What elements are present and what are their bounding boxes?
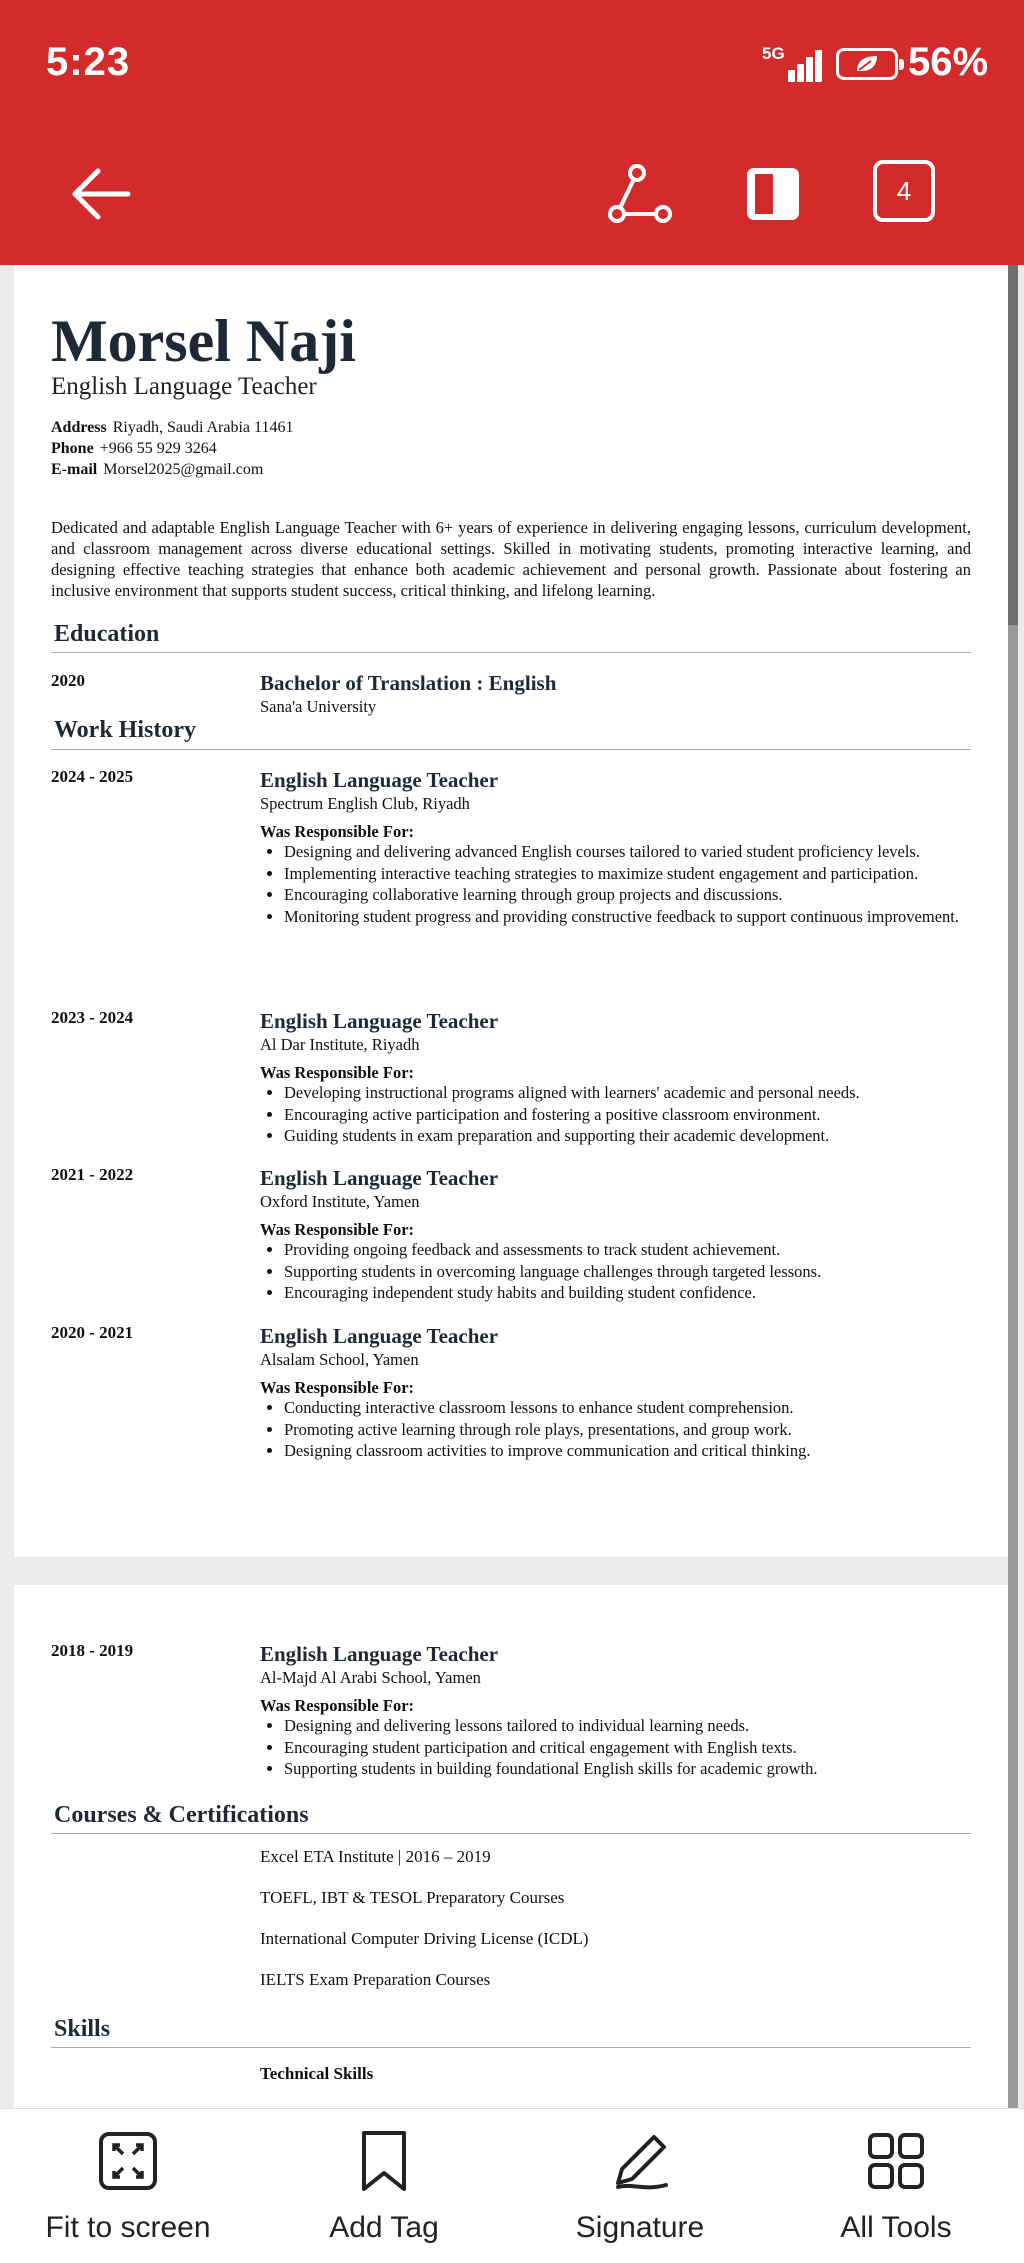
- list-item: • Conducting interactive classroom lessons to enhance student comprehension.: [284, 1397, 974, 1419]
- list-item: • Supporting students in overcoming language challenges through targeted lessons.: [284, 1261, 974, 1283]
- bottom-navigation: [0, 2108, 1024, 2263]
- email-label: E-mail: [51, 461, 98, 478]
- page-count-button[interactable]: 4: [873, 160, 935, 222]
- app-header: [0, 0, 1024, 265]
- add-tag-button[interactable]: [256, 2109, 512, 2263]
- contact-phone: [51, 440, 217, 458]
- course-item: International Computer Driving License (ICDL): [260, 1929, 589, 1948]
- share-icon: [605, 163, 675, 225]
- view-mode-button[interactable]: [733, 154, 813, 234]
- job-organization: Al Dar Institute, Riyadh: [260, 1035, 420, 1054]
- resume-title: English Language Teacher: [51, 373, 317, 400]
- courses-heading: Courses & Certifications: [54, 1802, 309, 1828]
- address-value: Riyadh, Saudi Arabia 11461: [112, 419, 294, 436]
- responsible-label: Was Responsible For:: [260, 1378, 415, 1397]
- job-bullets: [284, 1239, 974, 1304]
- list-item: • Encouraging active participation and fostering a positive classroom environment.: [284, 1104, 974, 1126]
- status-time: 5:23: [46, 40, 131, 84]
- education-year: 2020: [51, 671, 85, 690]
- job-role: English Language Teacher: [260, 1642, 499, 1666]
- section-divider: [51, 652, 971, 653]
- education-degree: Bachelor of Translation : English: [260, 671, 557, 695]
- responsible-label: Was Responsible For:: [260, 822, 415, 841]
- responsible-label: Was Responsible For:: [260, 1063, 415, 1082]
- job-dates: 2020 - 2021: [51, 1323, 134, 1342]
- list-item: • Developing instructional programs aligned with learners' academic and personal needs.: [284, 1082, 974, 1104]
- fit-to-screen-icon: [98, 2129, 158, 2193]
- job-dates: 2023 - 2024: [51, 1008, 134, 1027]
- job-organization: Spectrum English Club, Riyadh: [260, 794, 470, 813]
- cellular-signal-icon: [762, 42, 824, 82]
- battery-percent: 56%: [908, 40, 989, 84]
- list-item: • Implementing interactive teaching strategies to maximize student engagement and participation.: [284, 863, 974, 885]
- job-dates: 2024 - 2025: [51, 767, 134, 786]
- section-divider: [51, 2047, 971, 2048]
- education-school: Sana'a University: [260, 697, 377, 716]
- resume-name: Morsel Naji: [51, 308, 356, 374]
- list-item: • Designing and delivering advanced English courses tailored to varied student proficiency levels.: [284, 841, 974, 863]
- job-bullets: [284, 841, 974, 927]
- battery-icon: [836, 48, 898, 80]
- responsible-label: Was Responsible For:: [260, 1696, 415, 1715]
- job-organization: Al-Majd Al Arabi School, Yamen: [260, 1668, 481, 1687]
- list-item: • Monitoring student progress and providing constructive feedback to support continuous improvement.: [284, 906, 974, 928]
- list-item: • Guiding students in exam preparation and supporting their academic development.: [284, 1125, 974, 1147]
- document-page-1: [14, 265, 1008, 1557]
- grid-icon: [866, 2129, 926, 2193]
- nav-label: Signature: [575, 2211, 705, 2244]
- job-role: English Language Teacher: [260, 1009, 499, 1033]
- summary-paragraph: Dedicated and adaptable English Language Teacher with 6+ years of experience in delivering engaging lessons, curriculum development, and classroom management across diverse educational settings. Skilled in motivating students, promoting interactive learning, and designing effective teaching strategies that enhance both academic achievement and personal growth. Passionate about fostering an inclusive environment that supports student success, critical thinking, and lifelong learning.: [51, 518, 971, 600]
- phone-label: Phone: [51, 440, 94, 457]
- job-role: English Language Teacher: [260, 1324, 499, 1348]
- list-item: • Supporting students in building foundational English skills for academic growth.: [284, 1758, 974, 1780]
- education-heading: Education: [54, 621, 160, 647]
- job-dates: 2021 - 2022: [51, 1165, 134, 1184]
- toolbar: [0, 130, 1024, 265]
- document-page-2: [14, 1585, 1008, 2108]
- job-role: English Language Teacher: [260, 1166, 499, 1190]
- job-dates: 2018 - 2019: [51, 1641, 134, 1660]
- skills-heading: Skills: [54, 2016, 111, 2042]
- address-label: Address: [51, 419, 107, 436]
- contact-address: [51, 419, 293, 437]
- pen-icon: [610, 2129, 670, 2193]
- job-role: English Language Teacher: [260, 768, 499, 792]
- all-tools-button[interactable]: [768, 2109, 1024, 2263]
- course-item: TOEFL, IBT & TESOL Preparatory Courses: [260, 1888, 565, 1907]
- section-divider: [51, 1833, 971, 1834]
- view-mode-icon: [744, 165, 802, 223]
- job-bullets: [284, 1397, 974, 1462]
- signature-button[interactable]: [512, 2109, 768, 2263]
- status-bar: [0, 0, 1024, 130]
- nav-label: Add Tag: [329, 2211, 439, 2244]
- job-organization: Alsalam School, Yamen: [260, 1350, 419, 1369]
- scrollbar-thumb[interactable]: [1008, 265, 1018, 625]
- back-arrow-icon: [68, 166, 132, 222]
- bookmark-icon: [354, 2129, 414, 2193]
- nav-label: Fit to screen: [45, 2211, 211, 2244]
- list-item: • Encouraging independent study habits and building student confidence.: [284, 1282, 974, 1304]
- list-item: • Designing and delivering lessons tailored to individual learning needs.: [284, 1715, 974, 1737]
- list-item: • Designing classroom activities to improve communication and critical thinking.: [284, 1440, 974, 1462]
- section-divider: [51, 749, 971, 750]
- work-history-heading: Work History: [54, 717, 196, 743]
- phone-value: +966 55 929 3264: [99, 440, 217, 457]
- back-button[interactable]: [60, 154, 140, 234]
- job-bullets: [284, 1715, 974, 1780]
- job-bullets: [284, 1082, 974, 1147]
- course-item: Excel ETA Institute | 2016 – 2019: [260, 1847, 491, 1866]
- battery-saver-leaf-icon: [854, 54, 880, 74]
- nav-label: All Tools: [840, 2211, 952, 2244]
- list-item: • Encouraging student participation and critical engagement with English texts.: [284, 1737, 974, 1759]
- network-type: 5G: [762, 44, 785, 63]
- responsible-label: Was Responsible For:: [260, 1220, 415, 1239]
- email-value[interactable]: Morsel2025@gmail.com: [103, 461, 264, 478]
- list-item: • Promoting active learning through role plays, presentations, and group work.: [284, 1419, 974, 1441]
- skills-subheading: Technical Skills: [260, 2064, 374, 2083]
- share-button[interactable]: [600, 154, 680, 234]
- list-item: • Encouraging collaborative learning through group projects and discussions.: [284, 884, 974, 906]
- job-organization: Oxford Institute, Yamen: [260, 1192, 420, 1211]
- fit-to-screen-button[interactable]: [0, 2109, 256, 2263]
- course-item: IELTS Exam Preparation Courses: [260, 1970, 491, 1989]
- contact-email: [51, 461, 263, 479]
- list-item: • Providing ongoing feedback and assessments to track student achievement.: [284, 1239, 974, 1261]
